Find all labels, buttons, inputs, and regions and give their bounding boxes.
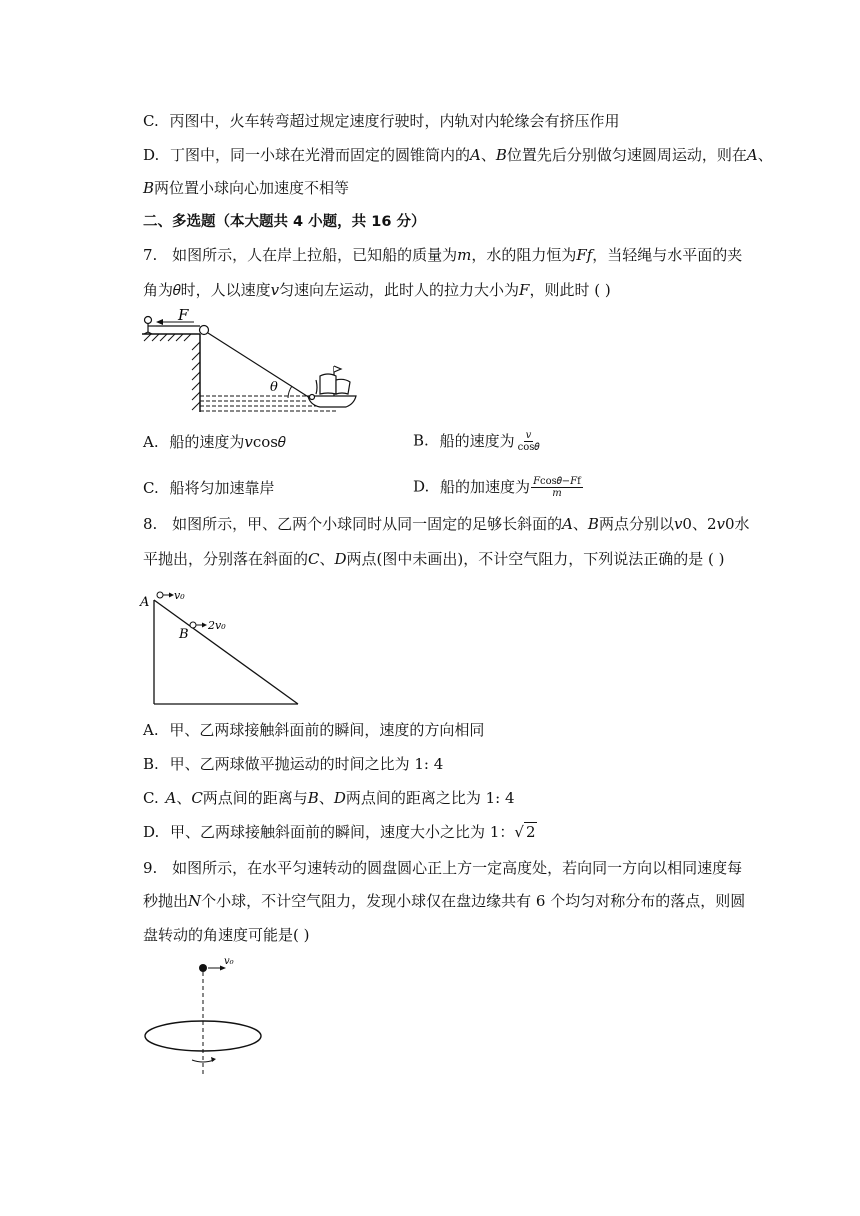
option-label: C. <box>143 112 159 130</box>
fraction-numerator: 𝑣 <box>525 430 532 441</box>
point-a-label: A <box>140 595 150 610</box>
q8-option-c[interactable] <box>143 788 515 808</box>
q7-option-c[interactable] <box>143 478 275 498</box>
q7-option-a[interactable] <box>143 432 286 452</box>
fraction-denominator: 𝑚 <box>552 488 562 499</box>
option-text: 丁图中，同一小球在光滑而固定的圆锥筒内的𝐴、𝐵位置先后分别做匀速圆周运动，则在𝐴、 <box>170 146 773 164</box>
sqrt-expression: √ 2 <box>514 823 536 841</box>
force-label: F <box>178 308 189 324</box>
option-label: D. <box>413 477 430 496</box>
angle-label: θ <box>270 380 278 395</box>
q7-option-d[interactable] <box>413 476 583 499</box>
q7-line2: 角为𝜃时，人以速度𝑣匀速向左运动，此时人的拉力大小为𝐹，则此时 ( ) <box>143 281 611 299</box>
option-label: B. <box>143 755 159 773</box>
option-d-prev-cont: 𝐵两位置小球向心加速度不相等 <box>143 179 350 197</box>
option-label: D. <box>143 146 160 164</box>
option-prefix: 船的速度为 <box>439 431 515 450</box>
q9-line2: 秒抛出𝑁个小球，不计空气阻力，发现小球仅在盘边缘共有 6 个均匀对称分布的落点，则圆 <box>143 892 746 910</box>
q7-line1 <box>143 245 742 265</box>
q8-option-b[interactable] <box>143 754 443 774</box>
q9-figure <box>140 952 270 1080</box>
question-number: 8. <box>143 515 158 533</box>
option-text: 甲、乙两球做平抛运动的时间之比为 1: 4 <box>169 755 444 773</box>
option-text: 船的速度为𝑣cos𝜃 <box>169 433 286 451</box>
option-label: A. <box>143 433 159 451</box>
option-label: C. <box>143 479 159 497</box>
option-d-prev <box>143 145 773 165</box>
option-label: A. <box>143 721 159 739</box>
q8-figure <box>138 584 306 708</box>
option-prefix: 船的加速度为 <box>440 477 531 496</box>
q7-figure <box>138 308 360 416</box>
fraction-numerator: 𝐹cos𝜃−𝐹f <box>533 476 581 487</box>
person-icon <box>144 317 156 335</box>
point-b-label: B <box>179 627 189 642</box>
q9-line3: 盘转动的角速度可能是( ) <box>143 926 310 944</box>
question-number: 7. <box>143 246 158 264</box>
option-label: B. <box>413 431 429 450</box>
option-label: C. <box>143 789 159 807</box>
q7-option-b[interactable] <box>413 430 541 453</box>
q8-line1 <box>143 514 750 534</box>
question-text: 如图所示，在水平匀速转动的圆盘圆心正上方一定高度处，若向同一方向以相同速度每 <box>172 859 743 877</box>
q8-option-d[interactable] <box>143 822 537 842</box>
radicand: 2 <box>525 823 536 841</box>
q8-option-a[interactable] <box>143 720 484 740</box>
v0-label: v₀ <box>224 956 234 967</box>
boat-icon <box>308 366 356 407</box>
fraction-denominator: cos𝜃 <box>517 442 540 453</box>
fraction <box>531 476 583 499</box>
option-text: 𝐴、𝐶两点间的距离与𝐵、𝐷两点间的距离之比为 1: 4 <box>165 789 515 807</box>
option-prefix: 甲、乙两球接触斜面前的瞬间，速度大小之比为 1： <box>170 823 515 841</box>
fraction <box>516 430 542 453</box>
q9-line1 <box>143 858 742 878</box>
question-text: 如图所示，人在岸上拉船，已知船的质量为𝑚，水的阻力恒为𝐹𝑓，当轻绳与水平面的夹 <box>172 246 743 264</box>
option-label: D. <box>143 823 160 841</box>
q8-line2: 平抛出，分别落在斜面的𝐶、𝐷两点(图中未画出)，不计空气阻力，下列说法正确的是 ( ) <box>143 550 725 568</box>
question-number: 9. <box>143 859 158 877</box>
2v0-label: 2v₀ <box>208 619 226 632</box>
option-c-prev <box>143 111 620 131</box>
option-text: 甲、乙两球接触斜面前的瞬间，速度的方向相同 <box>169 721 485 739</box>
section-title: 二、多选题（本大题共 4 小题，共 16 分） <box>143 214 426 230</box>
question-text: 如图所示，甲、乙两个小球同时从同一固定的足够长斜面的𝐴、𝐵两点分别以𝑣0、2𝑣0水 <box>172 515 750 533</box>
option-text: 丙图中，火车转弯超过规定速度行驶时，内轨对内轮缘会有挤压作用 <box>169 112 620 130</box>
option-text: 船将匀加速靠岸 <box>169 479 275 497</box>
v0-label: v₀ <box>174 589 185 602</box>
